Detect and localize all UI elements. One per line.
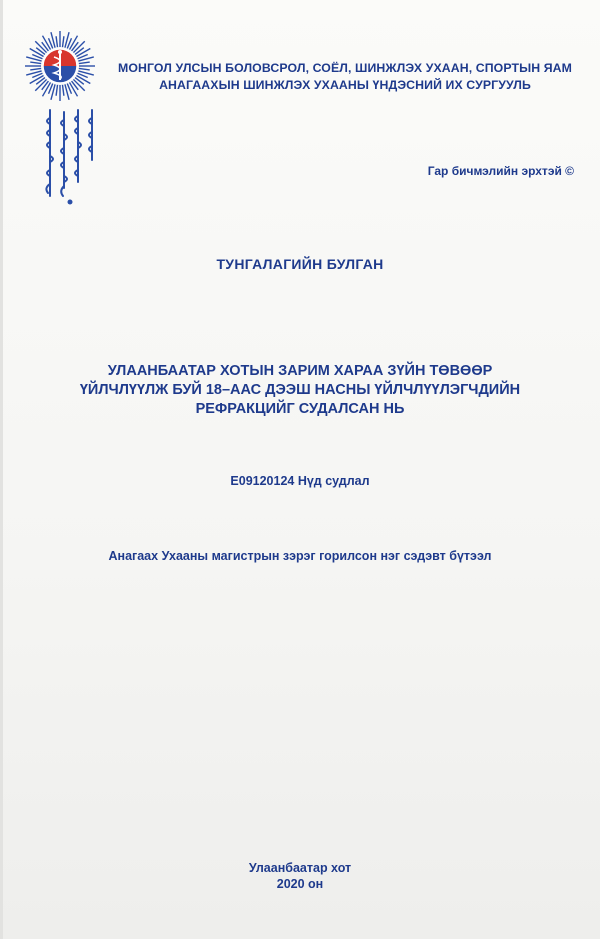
- ministry-header: [105, 60, 585, 94]
- place-and-year: [0, 860, 600, 892]
- university-name: АНАГААХЫН ШИНЖЛЭХ УХААНЫ ҮНДЭСНИЙ ИХ СУРГУУЛЬ: [159, 78, 531, 92]
- ministry-name: МОНГОЛ УЛСЫН БОЛОВСРОЛ, СОЁЛ, ШИНЖЛЭХ УХААН, СПОРТЫН ЯАМ: [118, 61, 572, 75]
- specialty-code: E09120124 Нүд судлал: [230, 474, 370, 488]
- thesis-title: [40, 362, 560, 419]
- thesis-title-line: ҮЙЛЧЛҮҮЛЖ БУЙ 18–ААС ДЭЭШ НАСНЫ ҮЙЛЧЛҮҮЛЭГЧДИЙН: [79, 382, 521, 398]
- city: Улаанбаатар хот: [248, 861, 352, 875]
- thesis-title-line: УЛААНБААТАР ХОТЫН ЗАРИМ ХАРАА ЗҮЙН ТӨВӨӨР: [107, 363, 493, 379]
- year: 2020 он: [276, 877, 324, 891]
- degree-statement: Анагаах Ухааны магистрын зэрэг горилсон нэг сэдэвт бүтээл: [108, 549, 492, 563]
- thesis-title-line: РЕФРАКЦИЙГ СУДАЛСАН НЬ: [195, 401, 405, 417]
- page-edge: [0, 0, 3, 939]
- copyright-notice: Гар бичмэлийн эрхтэй ©: [427, 164, 574, 178]
- author-name: ТУНГАЛАГИЙН БУЛГАН: [216, 256, 384, 272]
- mongol-script-name-icon: [40, 108, 98, 208]
- university-emblem-icon: [24, 30, 96, 102]
